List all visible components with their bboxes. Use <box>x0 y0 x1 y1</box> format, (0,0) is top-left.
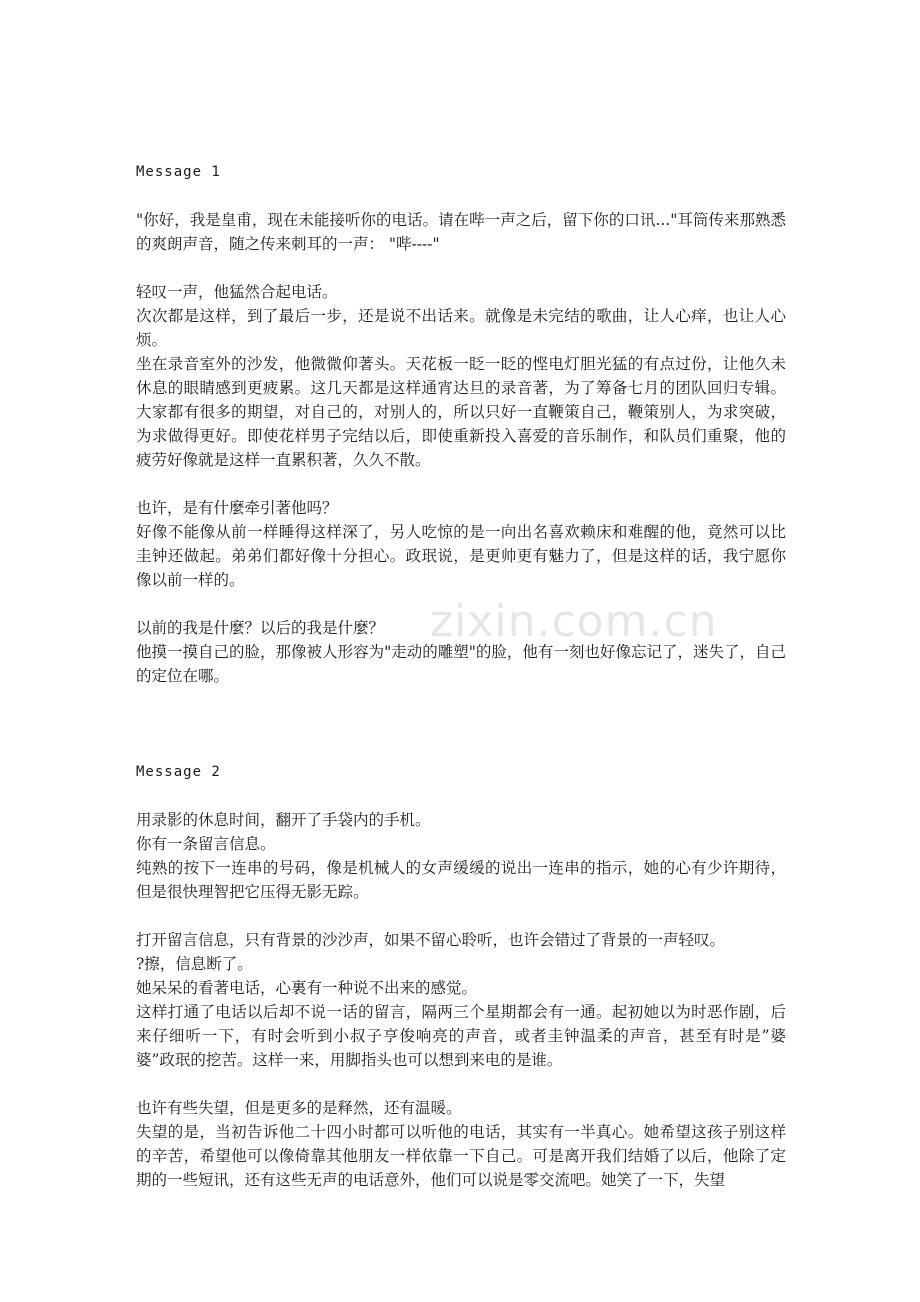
paragraph: 也许有些失望，但是更多的是释然，还有温暖。 <box>136 1099 462 1117</box>
paragraph: 她呆呆的看著电话，心裏有一种说不出来的感觉。 <box>136 979 478 997</box>
paragraph: "你好，我是皇甫，现在未能接听你的电话。请在哔一声之后，留下你的口讯..."耳筒传来那熟悉的爽朗声音，随之传来刺耳的一声： "哔----" <box>136 211 786 253</box>
paragraph: 打开留言信息，只有背景的沙沙声，如果不留心聆听，也许会错过了背景的一声轻叹。 <box>136 931 726 949</box>
paragraph: 你有一条留言信息。 <box>136 835 276 853</box>
document-body <box>136 160 786 1192</box>
paragraph: 次次都是这样，到了最后一步，还是说不出话来。就像是未完结的歌曲，让人心痒，也让人心烦。 <box>136 307 786 349</box>
message-section-2 <box>136 760 786 1192</box>
message-section-1 <box>136 160 786 688</box>
paragraph: 失望的是，当初告诉他二十四小时都可以听他的电话，其实有一半真心。她希望这孩子别这样的辛苦，希望他可以像倚靠其他朋友一样依靠一下自己。可是离开我们结婚了以后，他除了定期的一些短讯，还有这些无声的电话意外，他们可以说是零交流吧。她笑了一下，失望 <box>136 1123 786 1189</box>
watermark: zixin.com.cn <box>430 596 718 647</box>
paragraph: 好像不能像从前一样睡得这样深了，另人吃惊的是一向出名喜欢赖床和难醒的他，竟然可以比圭钟还做起。弟弟们都好像十分担心。政珉说，是更帅更有魅力了，但是这样的话，我宁愿你像以前一样的。 <box>136 523 786 589</box>
message-heading: Message 1 <box>136 164 221 180</box>
paragraph: 轻叹一声，他猛然合起电话。 <box>136 283 338 301</box>
paragraph: 这样打通了电话以后却不说一话的留言，隔两三个星期都会有一通。起初她以为时恶作剧，后来仔细听一下，有时会听到小叔子亨俊响亮的声音，或者圭钟温柔的声音，甚至有时是”婆婆”政珉的挖苦。这样一来，用脚指头也可以想到来电的是谁。 <box>136 1003 786 1069</box>
paragraph: 坐在录音室外的沙发，他微微仰著头。天花板一眨一眨的悭电灯胆光猛的有点过份，让他久未休息的眼睛感到更疲累。这几天都是这样通宵达旦的录音著，为了筹备七月的团队回归专辑。大家都有很多的期望，对自己的，对别人的，所以只好一直鞭策自己，鞭策别人，为求突破，为求做得更好。即使花样男子完结以后，即使重新投入喜爱的音乐制作，和队员们重聚，他的疲劳好像就是这样一直累积著，久久不散。 <box>136 355 786 469</box>
paragraph: 他摸一摸自己的脸，那像被人形容为"走动的雕塑"的脸，他有一刻也好像忘记了，迷失了，自己的定位在哪。 <box>136 643 786 685</box>
paragraph: 也许，是有什麼牵引著他吗？ <box>136 499 338 517</box>
paragraph: 用录影的休息时间，翻开了手袋内的手机。 <box>136 811 431 829</box>
paragraph: 以前的我是什麼？以后的我是什麼？ <box>136 619 385 637</box>
paragraph: ?擦，信息断了。 <box>136 955 253 973</box>
message-heading: Message 2 <box>136 764 221 780</box>
paragraph: 纯熟的按下一连串的号码，像是机械人的女声缓缓的说出一连串的指示，她的心有少许期待，但是很快理智把它压得无影无踪。 <box>136 859 786 901</box>
